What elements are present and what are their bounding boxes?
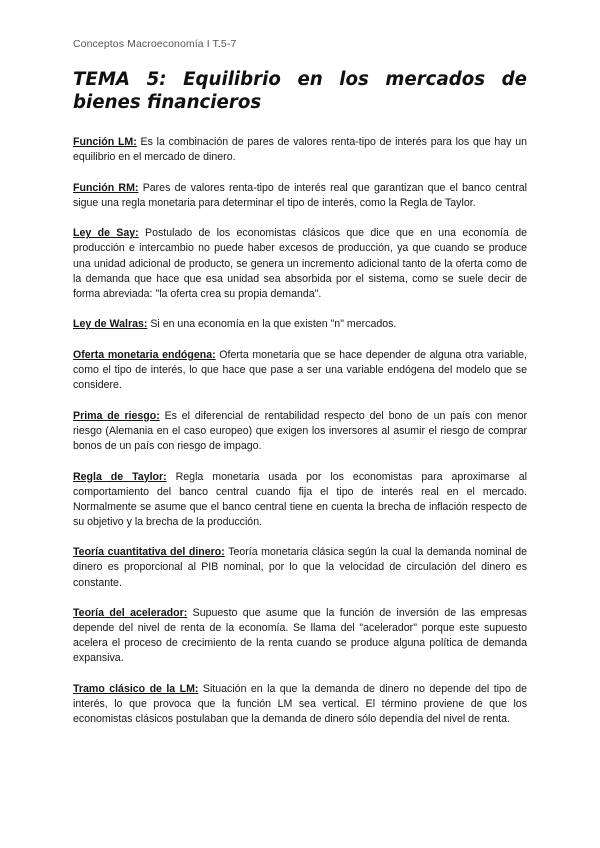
glossary-entry-tramo-clasico-lm bbox=[73, 682, 527, 727]
glossary-entry-funcion-rm bbox=[73, 181, 527, 211]
glossary-definition: Es la combinación de pares de valores renta-tipo de interés para los que hay un equilibrio en el mercado de dinero. bbox=[73, 136, 527, 164]
glossary-definition: Supuesto que asume que la función de inversión de las empresas depende del nivel de renta de la economía. Se llama del "acelerador" porque este supuesto acelera el proceso de crecimiento de la renta cuando se produce alguna política de demanda expansiva. bbox=[73, 607, 527, 665]
glossary-entry-ley-de-say bbox=[73, 226, 527, 301]
glossary-term: Teoría cuantitativa del dinero: bbox=[73, 546, 225, 559]
glossary-definition: Si en una economía en la que existen "n" mercados. bbox=[147, 318, 397, 331]
glossary-entry-oferta-monetaria-endogena bbox=[73, 348, 527, 393]
glossary-entry-ley-de-walras bbox=[73, 317, 527, 332]
glossary-term: Tramo clásico de la LM: bbox=[73, 683, 199, 696]
glossary-entry-teoria-del-acelerador bbox=[73, 606, 527, 666]
glossary-definition: Postulado de los economistas clásicos que dice que en una economía de producción e intercambio no puede haber excesos de producción, ya que cuando se produce una unidad adicional de producto, se genera un incremento adicional tanto de la oferta como de la demanda que hace que esa unidad sea absorbida por el sistema, como se suele decir de forma abreviada: "la oferta crea su propia demanda". bbox=[73, 227, 527, 300]
glossary-term: Ley de Walras: bbox=[73, 318, 148, 331]
glossary-term: Función LM: bbox=[73, 136, 137, 148]
glossary-definition: Situación en la que la demanda de dinero no depende del tipo de interés, lo que provoca que la función LM sea vertical. El término proviene de que los economistas clásicos postulaban que la demanda de dinero sólo dependía del nivel de renta. bbox=[73, 683, 527, 726]
glossary-term: Prima de riesgo: bbox=[73, 409, 160, 422]
glossary-entry-funcion-lm bbox=[73, 135, 527, 165]
glossary-term: Teoría del acelerador: bbox=[73, 607, 188, 620]
glossary-definition: Es el diferencial de rentabilidad respecto del bono de un país con menor riesgo (Alemania en el caso europeo) que exigen los inversores al asumir el riesgo de comprar bonos de un país con riesgo de impago. bbox=[73, 409, 527, 452]
glossary-term: Oferta monetaria endógena: bbox=[73, 348, 216, 361]
glossary-term: Ley de Say: bbox=[73, 227, 139, 240]
glossary-entry-teoria-cuantitativa bbox=[73, 545, 527, 590]
glossary-definition: Oferta monetaria que se hace depender de alguna otra variable, como el tipo de interés, lo que hace que pase a ser una variable endógena del modelo que se considere. bbox=[73, 348, 527, 392]
glossary-term: Regla de Taylor: bbox=[73, 470, 167, 483]
glossary-definition: Teoría monetaria clásica según la cual la demanda nominal de dinero es proporcional al PIB nominal, por lo que la velocidad de circulación del dinero es constante. bbox=[73, 546, 527, 589]
glossary-entry-regla-de-taylor bbox=[73, 470, 527, 530]
glossary-definition: Regla monetaria usada por los economistas para aproximarse al comportamiento del banco central cuando fija el tipo de interés real en el mercado. Normalmente se asume que el banco central tiene en cuenta la brecha de inflación respecto de su objetivo y la brecha de la producción. bbox=[73, 470, 527, 528]
running-header: Conceptos Macroeconomía I T.5-7 bbox=[73, 38, 237, 50]
glossary-definition: Pares de valores renta-tipo de interés real que garantizan que el banco central sigue una regla monetaria para determinar el tipo de interés, como la Regla de Taylor. bbox=[73, 181, 527, 209]
glossary-term: Función RM: bbox=[73, 181, 139, 194]
glossary-entry-prima-de-riesgo bbox=[73, 409, 527, 454]
section-title: TEMA 5: Equilibrio en los mercados de bienes financieros bbox=[73, 69, 527, 113]
